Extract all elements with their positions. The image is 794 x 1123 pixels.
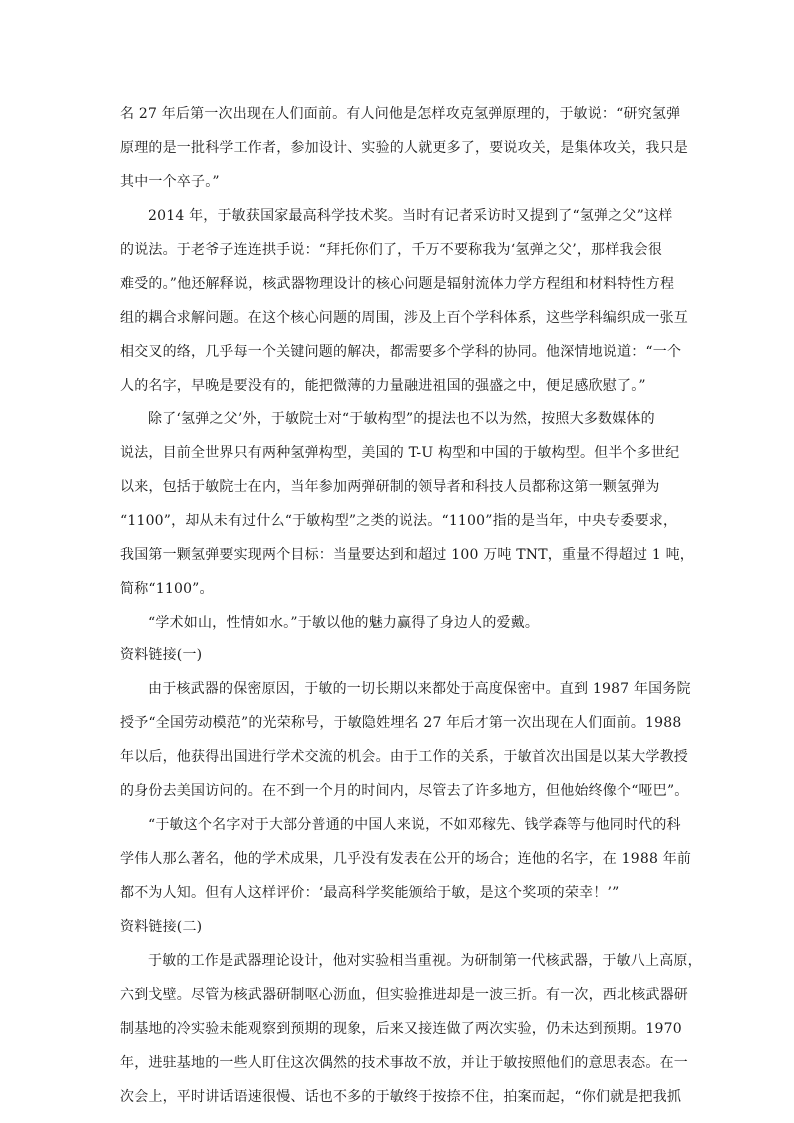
- paragraph-6-line-3: 都不为人知。但有人这样评价：‘最高科学奖能颁给于敏，是这个奖项的荣幸！’”: [120, 885, 620, 901]
- paragraph-2-line-1: 2014 年，于敏获国家最高科学技术奖。当时有记者采访时又提到了“氢弹之父”这样: [148, 208, 673, 224]
- paragraph-2-line-2: 的说法。于老爷子连连拱手说：“拜托你们了，千万不要称我为‘氢弹之父’，那样我会很: [120, 242, 663, 258]
- paragraph-7-line-3: 制基地的冷实验未能观察到预期的现象，后来又接连做了两次实验，仍未达到预期。1970: [120, 1021, 682, 1037]
- paragraph-3-line-1: 除了‘氢弹之父’外，于敏院士对“于敏构型”的提法也不以为然，按照大多数媒体的: [148, 411, 655, 427]
- paragraph-2-line-6: 人的名字，早晚是要没有的，能把微薄的力量融进祖国的强盛之中，便足感欣慰了。”: [120, 378, 646, 394]
- paragraph-4-line-1: “学术如山，性情如水。”于敏以他的魅力赢得了身边人的爱戴。: [148, 615, 540, 631]
- paragraph-3-line-3: 以来，包括于敏院士在内，当年参加两弹研制的领导者和科技人员都称这第一颗氢弹为: [120, 479, 660, 495]
- paragraph-2-line-5: 相交叉的络，几乎每一个关键问题的解决，都需要多个学科的协同。他深情地说道：“一个: [120, 344, 682, 360]
- paragraph-5-line-3: 年以后，他获得出国进行学术交流的机会。由于工作的关系，于敏首次出国是以某大学教授: [120, 749, 688, 765]
- paragraph-3-line-2: 说法，目前全世界只有两种氢弹构型，美国的 T-U 构型和中国的于敏构型。但半个多世纪: [120, 445, 680, 461]
- paragraph-1-line-3: 其中一个卒子。”: [120, 174, 220, 190]
- paragraph-3-line-6: 简称“1100”。: [120, 581, 214, 597]
- paragraph-2-line-4: 组的耦合求解问题。在这个核心问题的周围，涉及上百个学科体系，这些学科编织成一张互: [120, 310, 688, 326]
- paragraph-3-line-5: 我国第一颗氢弹要实现两个目标：当量要达到和超过 100 万吨 TNT，重量不得超过 1 吨，: [120, 547, 695, 563]
- section-heading-1: 资料链接(一): [120, 647, 203, 663]
- section-heading-2: 资料链接(二): [120, 919, 203, 935]
- paragraph-6-line-1: “于敏这个名字对于大部分普通的中国人来说，不如邓稼先、钱学森等与他同时代的科: [148, 817, 681, 833]
- paragraph-1-line-1: 名 27 年后第一次出现在人们面前。有人问他是怎样攻克氢弹原理的，于敏说：“研究氢弹: [120, 106, 681, 122]
- paragraph-2-line-3: 难受的。”他还解释说，核武器物理设计的核心问题是辐射流体力学方程组和材料特性方程: [120, 276, 675, 292]
- paragraph-3-line-4: “1100”，却从未有过什么“于敏构型”之类的说法。“1100”指的是当年，中央专委要求，: [120, 513, 678, 529]
- paragraph-7-line-5: 次会上，平时讲话语速很慢、话也不多的于敏终于按捺不住，拍案而起，“你们就是把我抓: [120, 1089, 682, 1105]
- paragraph-5-line-1: 由于核武器的保密原因，于敏的一切长期以来都处于高度保密中。直到 1987 年国务院: [148, 681, 691, 697]
- paragraph-7-line-2: 六到戈壁。尽管为核武器研制呕心沥血，但实验推进却是一波三折。有一次，西北核武器研: [120, 987, 688, 1003]
- paragraph-5-line-2: 授予“全国劳动模范”的光荣称号，于敏隐姓埋名 27 年后才第一次出现在人们面前。1988: [120, 715, 682, 731]
- paragraph-7-line-1: 于敏的工作是武器理论设计，他对实验相当重视。为研制第一代核武器，于敏八上高原，: [148, 953, 702, 969]
- paragraph-6-line-2: 学伟人那么著名，他的学术成果，几乎没有发表在公开的场合；连他的名字，在 1988 年前: [120, 851, 692, 867]
- paragraph-5-line-4: 的身份去美国访问的。在不到一个月的时间内，尽管去了许多地方，但他始终像个“哑巴”。: [120, 783, 689, 799]
- paragraph-1-line-2: 原理的是一批科学工作者，参加设计、实验的人就更多了，要说攻关，是集体攻关，我只是: [120, 140, 688, 156]
- paragraph-7-line-4: 年，进驻基地的一些人盯住这次偶然的技术事故不放，并让于敏按照他们的意思表态。在一: [120, 1055, 688, 1071]
